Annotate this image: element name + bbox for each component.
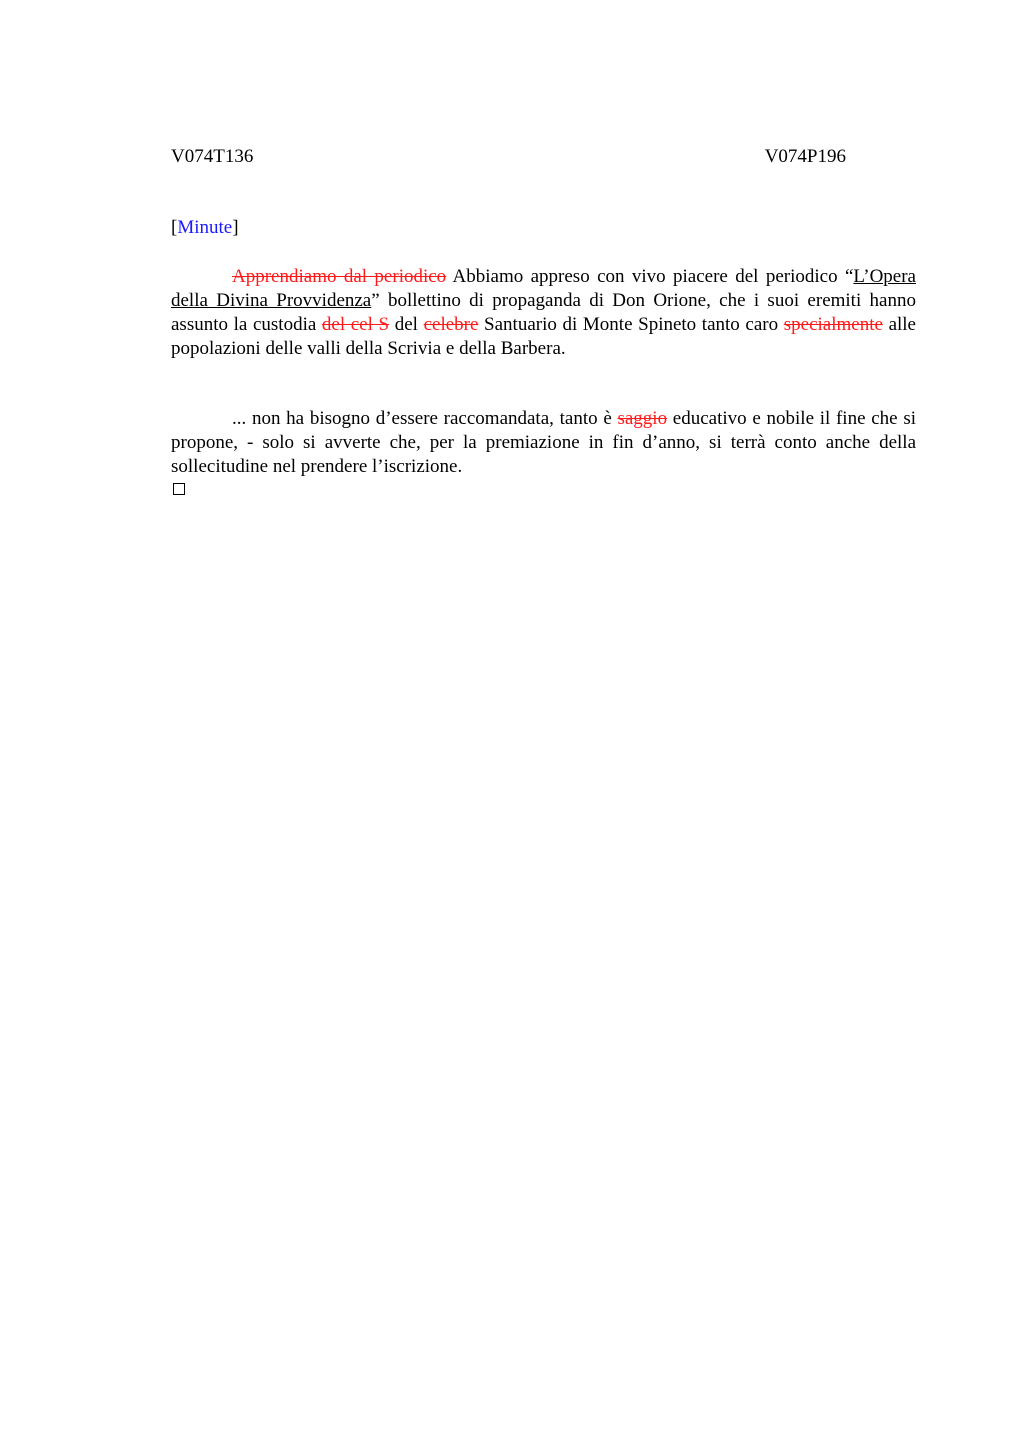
section-open-bracket: [ xyxy=(171,217,178,238)
end-marker-square-icon xyxy=(173,483,185,495)
paragraph-1 xyxy=(171,265,916,361)
section-label-link[interactable]: Minute xyxy=(177,217,233,238)
document-code-right: V074P196 xyxy=(764,146,846,167)
paragraph-text: Santuario di Monte Spineto tanto caro xyxy=(478,314,784,335)
deleted-text: celebre xyxy=(423,314,479,335)
deleted-text: specialmente xyxy=(783,314,883,335)
deleted-text: Apprendiamo dal periodico xyxy=(232,266,447,287)
section-close-bracket: ] xyxy=(232,217,239,238)
paragraph-text: alle popolazioni delle valli della Scrivia e della Barbera. xyxy=(171,314,916,359)
section-label xyxy=(171,217,239,239)
deleted-text: saggio xyxy=(617,408,668,429)
paragraph-text: ... non ha bisogno d’essere raccomandata, tanto è xyxy=(232,408,618,429)
paragraph-text: Abbiamo appreso con vivo piacere del periodico “ xyxy=(446,266,854,287)
deleted-text: del cel S xyxy=(321,314,390,335)
paragraph-2 xyxy=(171,407,916,479)
paragraph-text: ” bollettino di propaganda di Don Orione, che i suoi eremiti hanno assunto la custodia xyxy=(171,290,916,335)
document-header xyxy=(171,146,846,172)
paragraph-text: educativo e nobile il fine che si propone, - solo si avverte che, per la premiazione in fin d’anno, si terrà conto anche della sollecitudine nel prendere l’iscrizione. xyxy=(171,408,916,477)
periodical-title: L’Opera della Divina Provvidenza xyxy=(171,266,916,311)
document-code-left: V074T136 xyxy=(171,146,254,167)
paragraph-text: del xyxy=(389,314,424,335)
